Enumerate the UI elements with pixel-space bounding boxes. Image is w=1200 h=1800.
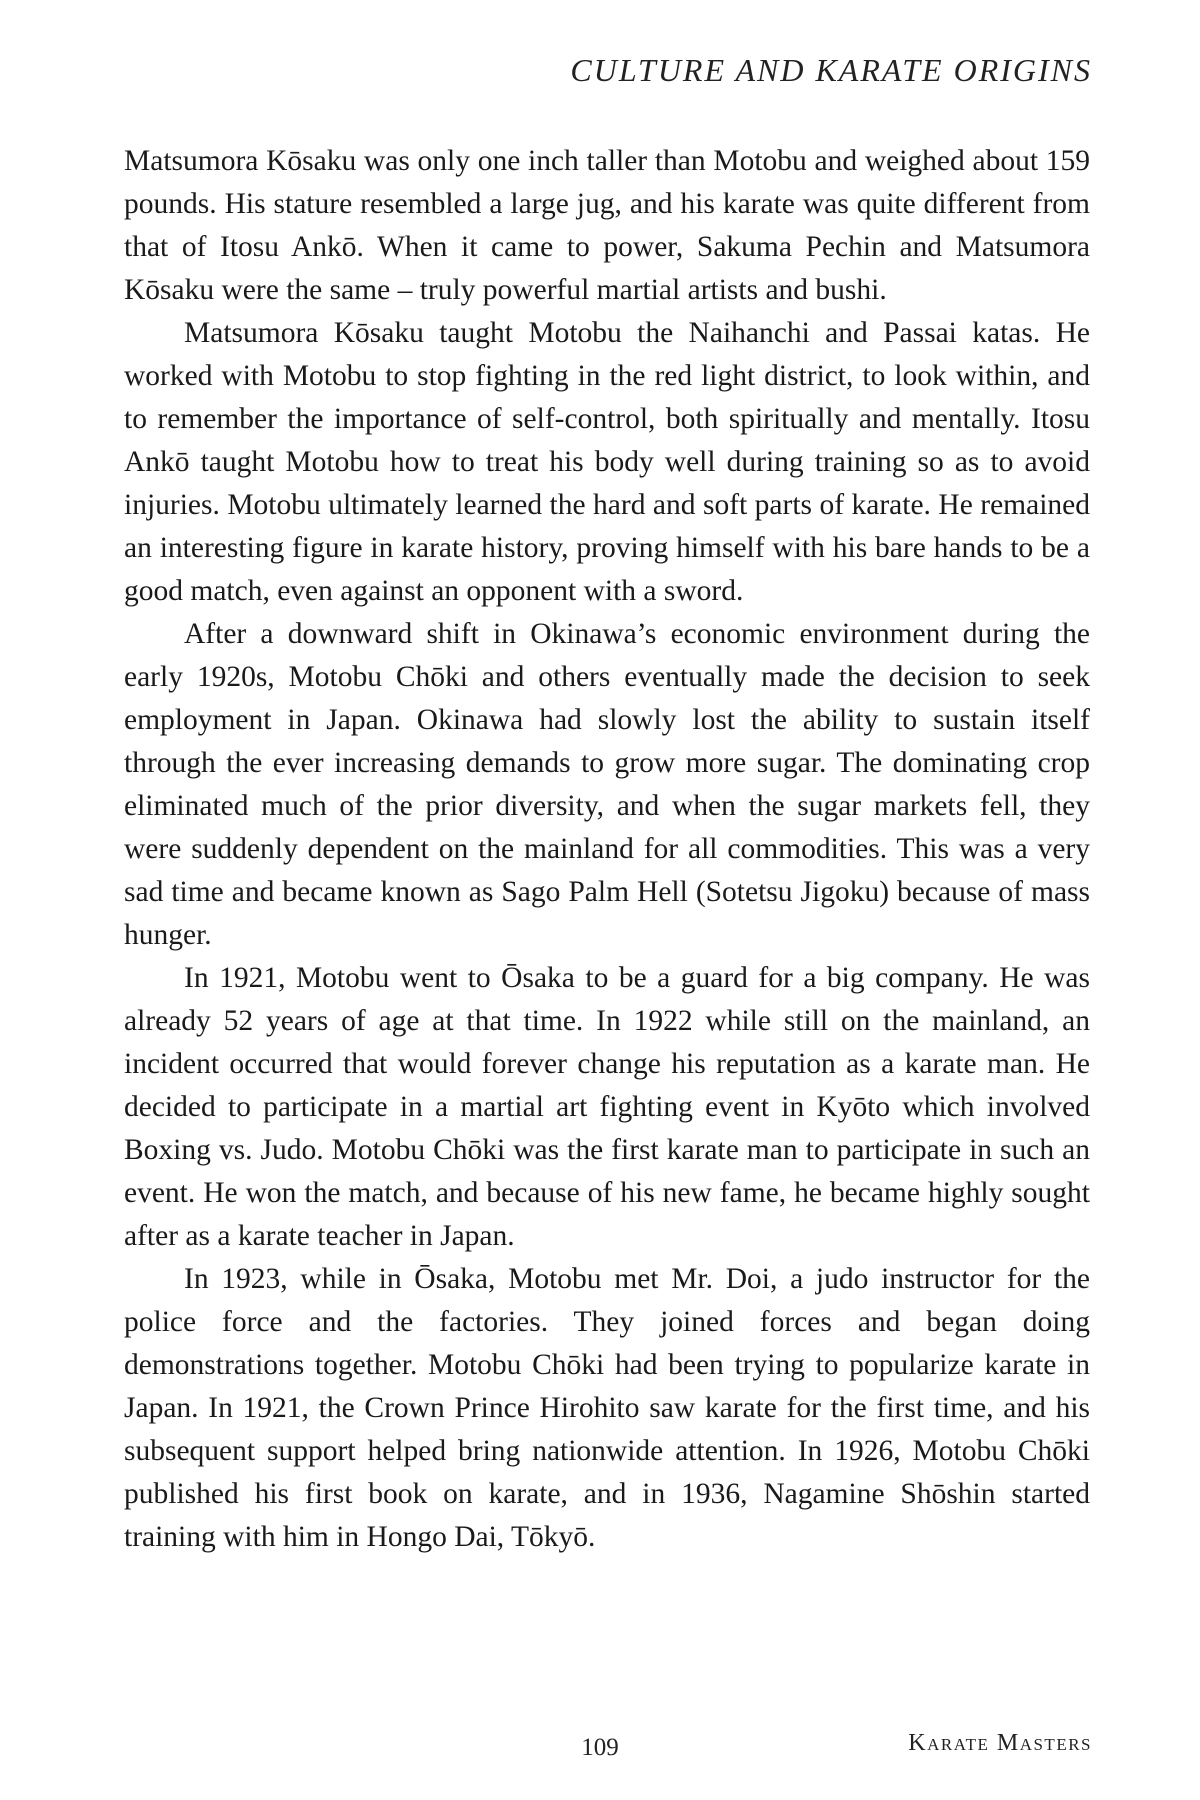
paragraph-3: After a downward shift in Okinawa’s economic environment during the early 1920s, Motobu Chōki and others eventually made the decision to seek employment in Japan. Okinawa had slowly lost the ability to sustain itself through the ever increasing demands to grow more sugar. The dominating crop eliminated much of the prior diversity, and when the sugar markets fell, they were suddenly dependent on the mainland for all commodities. This was a very sad time and became known as Sago Palm Hell (Sotetsu Jigoku) because of mass hunger. [124, 618, 1090, 951]
page-number: 109 [581, 1734, 619, 1761]
running-header: CULTURE AND KARATE ORIGINS [570, 52, 1092, 88]
paragraph-2: Matsumora Kōsaku taught Motobu the Naihanchi and Passai katas. He worked with Motobu to stop fighting in the red light district, to look within, and to remember the importance of self-control, both spiritually and mentally. Itosu Ankō taught Motobu how to treat his body well during training so as to avoid injuries. Motobu ultimately learned the hard and soft parts of karate. He remained an interesting figure in karate history, proving himself with his bare hands to be a good match, even against an opponent with a sword. [124, 317, 1090, 607]
running-footer: Karate Masters [908, 1730, 1092, 1756]
paragraph-5: In 1923, while in Ōsaka, Motobu met Mr. Doi, a judo instructor for the police force and the factories. They joined forces and began doing demonstrations together. Motobu Chōki had been trying to popularize karate in Japan. In 1921, the Crown Prince Hirohito saw karate for the first time, and his subsequent support helped bring nationwide attention. In 1926, Motobu Chōki published his first book on karate, and in 1936, Nagamine Shōshin started training with him in Hongo Dai, Tōkyō. [124, 1263, 1090, 1553]
paragraph-1: Matsumora Kōsaku was only one inch taller than Motobu and weighed about 159 pounds. His stature resembled a large jug, and his karate was quite different from that of Itosu Ankō. When it came to power, Sakuma Pechin and Matsumora Kōsaku were the same – truly powerful martial artists and bushi. [124, 145, 1090, 306]
paragraph-4: In 1921, Motobu went to Ōsaka to be a guard for a big company. He was already 52 years of age at that time. In 1922 while still on the mainland, an incident occurred that would forever change his reputation as a karate man. He decided to participate in a martial art fighting event in Kyōto which involved Boxing vs. Judo. Motobu Chōki was the first karate man to participate in such an event. He won the match, and because of his new fame, he became highly sought after as a karate teacher in Japan. [124, 962, 1090, 1252]
body-text [124, 140, 1090, 1559]
